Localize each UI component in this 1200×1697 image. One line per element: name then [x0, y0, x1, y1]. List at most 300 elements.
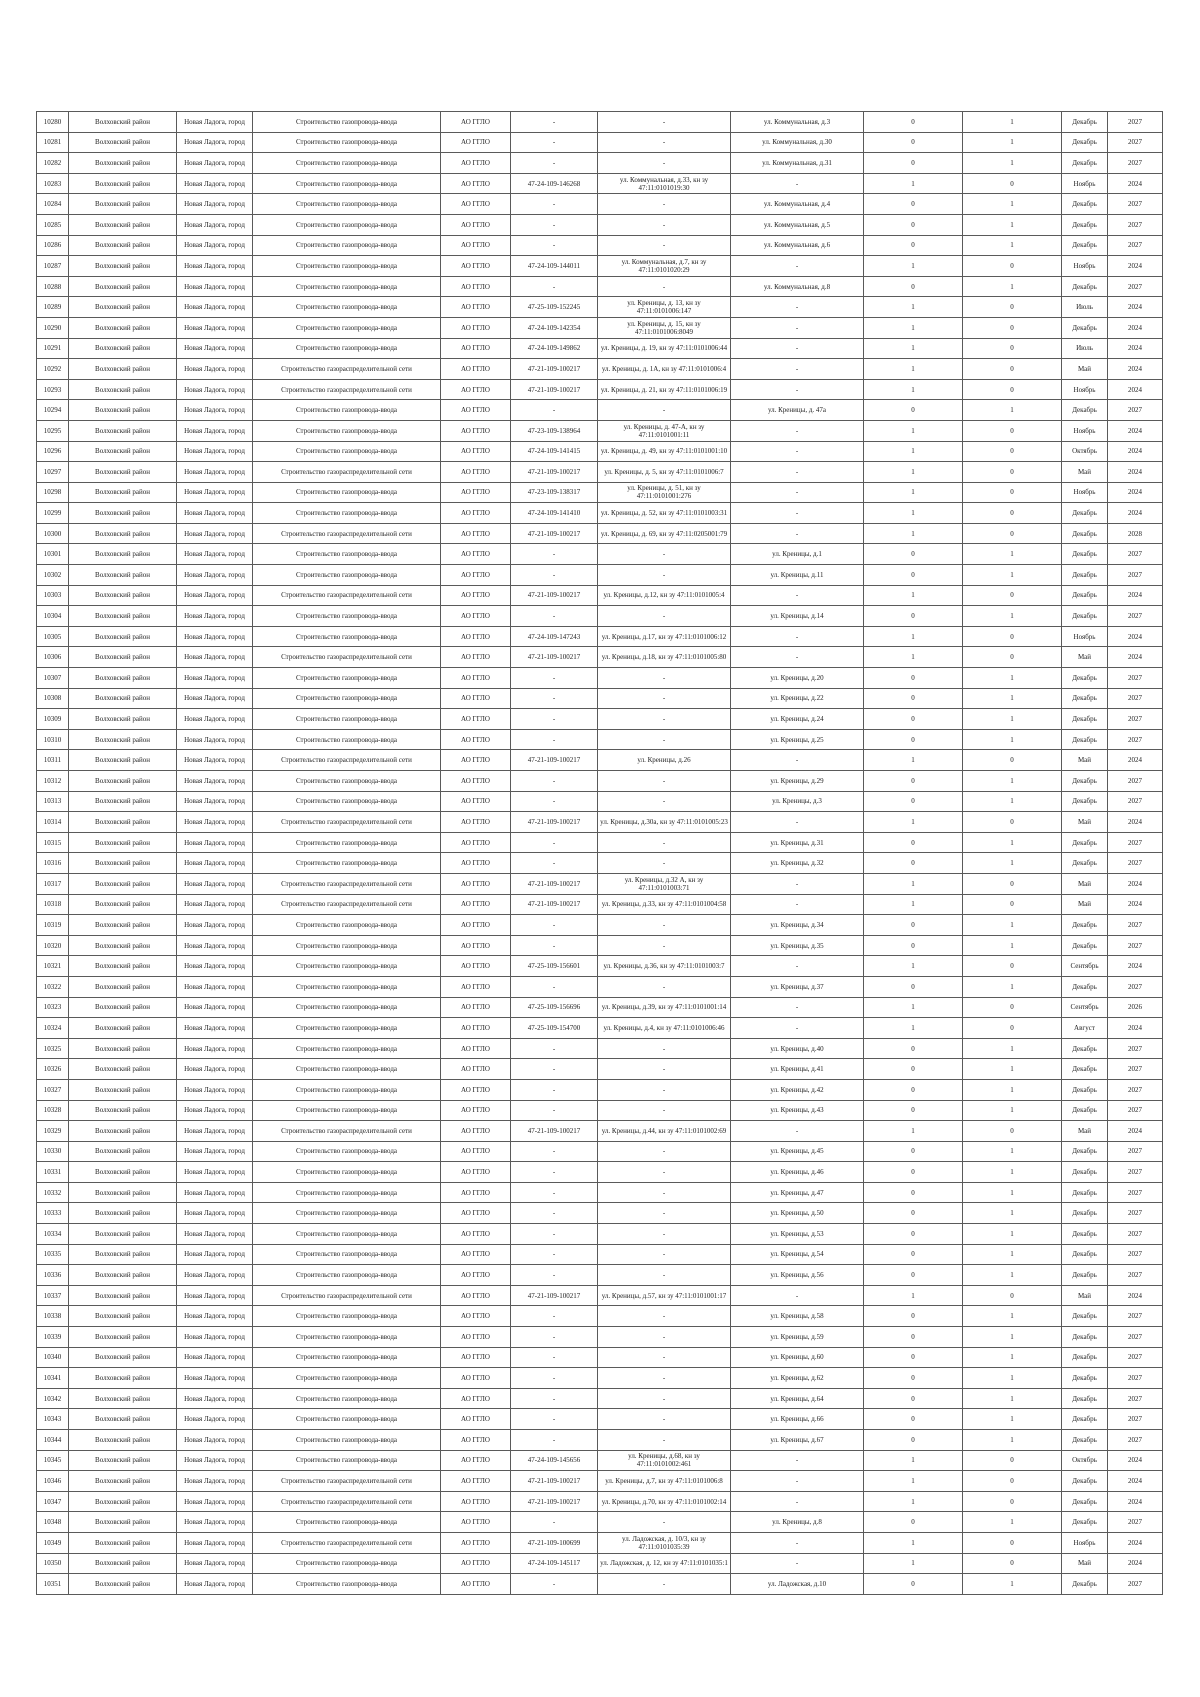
cell-row-number: 10319 [37, 915, 69, 936]
cell-address: - [731, 462, 864, 483]
table-row [37, 420, 1163, 441]
cell-organization: АО ГГЛО [441, 420, 511, 441]
cell-application-number: 47-21-109-100217 [511, 750, 598, 771]
cell-year: 2027 [1108, 1244, 1163, 1265]
cell-year: 2027 [1108, 1182, 1163, 1203]
cell-organization: АО ГГЛО [441, 709, 511, 730]
cell-row-number: 10305 [37, 626, 69, 647]
cell-count-b: 0 [963, 1450, 1062, 1471]
cell-district: Волховский район [69, 709, 177, 730]
cell-organization: АО ГГЛО [441, 214, 511, 235]
cell-work-type: Строительство газопровода-ввода [253, 132, 441, 153]
cell-count-a: 0 [864, 915, 963, 936]
cell-district: Волховский район [69, 626, 177, 647]
cell-year: 2024 [1108, 297, 1163, 318]
cell-organization: АО ГГЛО [441, 1079, 511, 1100]
cell-count-b: 1 [963, 729, 1062, 750]
cell-address: - [731, 585, 864, 606]
cell-year: 2027 [1108, 1574, 1163, 1595]
cell-address: ул. Креницы, д.29 [731, 771, 864, 792]
cell-district: Волховский район [69, 1141, 177, 1162]
cell-year: 2027 [1108, 668, 1163, 689]
cell-cadastral-address: ул. Креницы, д. 52, кн зу 47:11:0101003:31 [598, 503, 731, 524]
cell-settlement: Новая Ладога, город [177, 132, 253, 153]
cell-month: Декабрь [1062, 1100, 1108, 1121]
cell-month: Декабрь [1062, 1141, 1108, 1162]
cell-organization: АО ГГЛО [441, 647, 511, 668]
table-row [37, 771, 1163, 792]
cell-year: 2027 [1108, 1388, 1163, 1409]
cell-application-number: - [511, 1574, 598, 1595]
cell-month: Май [1062, 359, 1108, 380]
cell-cadastral-address: - [598, 1409, 731, 1430]
cell-count-b: 1 [963, 153, 1062, 174]
cell-organization: АО ГГЛО [441, 1059, 511, 1080]
cell-year: 2027 [1108, 1079, 1163, 1100]
cell-address: ул. Креницы, д.53 [731, 1224, 864, 1245]
cell-organization: АО ГГЛО [441, 297, 511, 318]
cell-cadastral-address: - [598, 400, 731, 421]
cell-cadastral-address: - [598, 606, 731, 627]
cell-application-number: - [511, 1327, 598, 1348]
cell-settlement: Новая Ладога, город [177, 1471, 253, 1492]
cell-year: 2027 [1108, 1512, 1163, 1533]
cell-address: ул. Креницы, д.34 [731, 915, 864, 936]
cell-year: 2024 [1108, 1532, 1163, 1553]
cell-address: ул. Креницы, д.3 [731, 791, 864, 812]
cell-count-a: 0 [864, 791, 963, 812]
cell-address: ул. Креницы, д.56 [731, 1265, 864, 1286]
cell-address: ул. Ладожская, д.10 [731, 1574, 864, 1595]
cell-organization: АО ГГЛО [441, 1285, 511, 1306]
table-row [37, 1450, 1163, 1471]
cell-row-number: 10343 [37, 1409, 69, 1430]
cell-work-type: Строительство газопровода-ввода [253, 565, 441, 586]
cell-year: 2027 [1108, 1162, 1163, 1183]
cell-cadastral-address: ул. Креницы, д.68, кн зу 47:11:0101002:461 [598, 1450, 731, 1471]
cell-district: Волховский район [69, 1121, 177, 1142]
cell-cadastral-address: - [598, 1574, 731, 1595]
cell-count-a: 1 [864, 750, 963, 771]
cell-work-type: Строительство газопровода-ввода [253, 1388, 441, 1409]
cell-row-number: 10339 [37, 1327, 69, 1348]
cell-application-number: - [511, 1306, 598, 1327]
cell-row-number: 10333 [37, 1203, 69, 1224]
cell-organization: АО ГГЛО [441, 1450, 511, 1471]
cell-count-b: 1 [963, 1306, 1062, 1327]
cell-row-number: 10297 [37, 462, 69, 483]
cell-organization: АО ГГЛО [441, 832, 511, 853]
document-page [36, 111, 1162, 1595]
cell-settlement: Новая Ладога, город [177, 1162, 253, 1183]
cell-count-a: 1 [864, 812, 963, 833]
table-row [37, 1182, 1163, 1203]
cell-application-number: 47-24-109-147243 [511, 626, 598, 647]
cell-row-number: 10329 [37, 1121, 69, 1142]
cell-district: Волховский район [69, 729, 177, 750]
cell-cadastral-address: ул. Креницы, д.12, кн зу 47:11:0101005:4 [598, 585, 731, 606]
cell-month: Сентябрь [1062, 956, 1108, 977]
cell-year: 2024 [1108, 750, 1163, 771]
cell-count-b: 0 [963, 297, 1062, 318]
cell-month: Декабрь [1062, 400, 1108, 421]
cell-organization: АО ГГЛО [441, 173, 511, 194]
cell-address: - [731, 173, 864, 194]
cell-district: Волховский район [69, 1347, 177, 1368]
table-row [37, 565, 1163, 586]
cell-row-number: 10338 [37, 1306, 69, 1327]
cell-month: Май [1062, 647, 1108, 668]
cell-cadastral-address: ул. Креницы, д.4, кн зу 47:11:0101006:46 [598, 1018, 731, 1039]
cell-application-number: 47-24-109-145656 [511, 1450, 598, 1471]
cell-row-number: 10307 [37, 668, 69, 689]
cell-month: Декабрь [1062, 1471, 1108, 1492]
cell-count-b: 0 [963, 894, 1062, 915]
cell-organization: АО ГГЛО [441, 153, 511, 174]
cell-count-a: 0 [864, 832, 963, 853]
cell-row-number: 10289 [37, 297, 69, 318]
cell-row-number: 10284 [37, 194, 69, 215]
cell-row-number: 10325 [37, 1038, 69, 1059]
cell-row-number: 10316 [37, 853, 69, 874]
cell-row-number: 10308 [37, 688, 69, 709]
table-row [37, 997, 1163, 1018]
cell-address: ул. Креницы, д.20 [731, 668, 864, 689]
cell-row-number: 10326 [37, 1059, 69, 1080]
cell-organization: АО ГГЛО [441, 132, 511, 153]
cell-year: 2027 [1108, 132, 1163, 153]
cell-count-b: 0 [963, 750, 1062, 771]
cell-district: Волховский район [69, 1265, 177, 1286]
cell-work-type: Строительство газопровода-ввода [253, 771, 441, 792]
cell-count-a: 1 [864, 420, 963, 441]
cell-month: Ноябрь [1062, 173, 1108, 194]
cell-month: Декабрь [1062, 317, 1108, 338]
cell-address: ул. Коммунальная, д.8 [731, 276, 864, 297]
cell-year: 2027 [1108, 791, 1163, 812]
cell-cadastral-address: ул. Креницы, д.36, кн зу 47:11:0101003:7 [598, 956, 731, 977]
cell-count-a: 1 [864, 997, 963, 1018]
cell-cadastral-address: - [598, 1512, 731, 1533]
cell-count-a: 0 [864, 214, 963, 235]
cell-year: 2024 [1108, 1553, 1163, 1574]
cell-address: - [731, 256, 864, 277]
cell-application-number: - [511, 565, 598, 586]
cell-settlement: Новая Ладога, город [177, 1574, 253, 1595]
table-row [37, 214, 1163, 235]
cell-month: Май [1062, 873, 1108, 894]
cell-work-type: Строительство газораспределительной сети [253, 1491, 441, 1512]
cell-row-number: 10294 [37, 400, 69, 421]
cell-work-type: Строительство газораспределительной сети [253, 812, 441, 833]
cell-count-b: 0 [963, 1285, 1062, 1306]
cell-address: - [731, 812, 864, 833]
cell-district: Волховский район [69, 1388, 177, 1409]
cell-organization: АО ГГЛО [441, 1512, 511, 1533]
cell-work-type: Строительство газопровода-ввода [253, 1265, 441, 1286]
cell-year: 2024 [1108, 894, 1163, 915]
table-row [37, 379, 1163, 400]
cell-cadastral-address: ул. Креницы, д.30а, кн зу 47:11:0101005:23 [598, 812, 731, 833]
cell-count-a: 1 [864, 1450, 963, 1471]
cell-application-number: - [511, 544, 598, 565]
cell-month: Декабрь [1062, 1491, 1108, 1512]
cell-work-type: Строительство газопровода-ввода [253, 1306, 441, 1327]
cell-settlement: Новая Ладога, город [177, 420, 253, 441]
cell-count-b: 1 [963, 1162, 1062, 1183]
cell-year: 2027 [1108, 214, 1163, 235]
cell-row-number: 10341 [37, 1368, 69, 1389]
cell-application-number: - [511, 1141, 598, 1162]
cell-settlement: Новая Ладога, город [177, 112, 253, 133]
cell-organization: АО ГГЛО [441, 1265, 511, 1286]
cell-row-number: 10287 [37, 256, 69, 277]
cell-work-type: Строительство газопровода-ввода [253, 1224, 441, 1245]
cell-row-number: 10318 [37, 894, 69, 915]
cell-district: Волховский район [69, 1079, 177, 1100]
cell-count-b: 1 [963, 565, 1062, 586]
cell-work-type: Строительство газопровода-ввода [253, 1409, 441, 1430]
table-row [37, 915, 1163, 936]
cell-count-b: 0 [963, 1491, 1062, 1512]
cell-work-type: Строительство газораспределительной сети [253, 1285, 441, 1306]
cell-count-b: 1 [963, 915, 1062, 936]
cell-year: 2027 [1108, 1306, 1163, 1327]
cell-row-number: 10350 [37, 1553, 69, 1574]
cell-count-b: 0 [963, 338, 1062, 359]
cell-row-number: 10335 [37, 1244, 69, 1265]
cell-year: 2027 [1108, 1038, 1163, 1059]
cell-month: Декабрь [1062, 1038, 1108, 1059]
cell-settlement: Новая Ладога, город [177, 194, 253, 215]
cell-district: Волховский район [69, 1285, 177, 1306]
cell-settlement: Новая Ладога, город [177, 1512, 253, 1533]
cell-month: Май [1062, 812, 1108, 833]
cell-district: Волховский район [69, 1368, 177, 1389]
cell-district: Волховский район [69, 194, 177, 215]
cell-count-a: 1 [864, 1121, 963, 1142]
cell-row-number: 10348 [37, 1512, 69, 1533]
cell-year: 2024 [1108, 462, 1163, 483]
cell-month: Декабрь [1062, 729, 1108, 750]
table-row [37, 153, 1163, 174]
cell-month: Декабрь [1062, 1265, 1108, 1286]
cell-settlement: Новая Ладога, город [177, 317, 253, 338]
cell-count-b: 1 [963, 791, 1062, 812]
cell-row-number: 10301 [37, 544, 69, 565]
cell-address: - [731, 1450, 864, 1471]
cell-work-type: Строительство газопровода-ввода [253, 153, 441, 174]
cell-work-type: Строительство газопровода-ввода [253, 935, 441, 956]
cell-work-type: Строительство газопровода-ввода [253, 400, 441, 421]
cell-count-a: 1 [864, 873, 963, 894]
cell-year: 2027 [1108, 606, 1163, 627]
cell-cadastral-address: - [598, 565, 731, 586]
cell-settlement: Новая Ладога, город [177, 482, 253, 503]
cell-count-a: 1 [864, 462, 963, 483]
cell-cadastral-address: - [598, 1306, 731, 1327]
cell-work-type: Строительство газопровода-ввода [253, 956, 441, 977]
cell-organization: АО ГГЛО [441, 317, 511, 338]
cell-address: - [731, 626, 864, 647]
cell-year: 2027 [1108, 915, 1163, 936]
cell-organization: АО ГГЛО [441, 750, 511, 771]
table-row [37, 729, 1163, 750]
cell-district: Волховский район [69, 1224, 177, 1245]
cell-address: - [731, 420, 864, 441]
cell-count-b: 1 [963, 853, 1062, 874]
cell-cadastral-address: ул. Ладожская, д. 10/3, кн зу 47:11:0101035:39 [598, 1532, 731, 1553]
cell-month: Декабрь [1062, 1327, 1108, 1348]
cell-settlement: Новая Ладога, город [177, 503, 253, 524]
cell-count-b: 0 [963, 482, 1062, 503]
cell-count-a: 1 [864, 1532, 963, 1553]
cell-settlement: Новая Ладога, город [177, 1306, 253, 1327]
cell-district: Волховский район [69, 1553, 177, 1574]
cell-application-number: - [511, 1512, 598, 1533]
cell-settlement: Новая Ладога, город [177, 688, 253, 709]
cell-count-a: 1 [864, 297, 963, 318]
cell-row-number: 10298 [37, 482, 69, 503]
cell-cadastral-address: ул. Коммунальная, д.33, кн зу 47:11:0101019:30 [598, 173, 731, 194]
cell-organization: АО ГГЛО [441, 1182, 511, 1203]
cell-address: - [731, 482, 864, 503]
cell-count-b: 0 [963, 441, 1062, 462]
cell-application-number: 47-21-109-100699 [511, 1532, 598, 1553]
cell-year: 2024 [1108, 503, 1163, 524]
cell-cadastral-address: - [598, 853, 731, 874]
cell-month: Май [1062, 750, 1108, 771]
cell-cadastral-address: - [598, 1141, 731, 1162]
cell-application-number: - [511, 194, 598, 215]
cell-count-a: 1 [864, 626, 963, 647]
cell-application-number: 47-21-109-100217 [511, 359, 598, 380]
cell-cadastral-address: - [598, 791, 731, 812]
cell-organization: АО ГГЛО [441, 565, 511, 586]
cell-district: Волховский район [69, 1018, 177, 1039]
cell-month: Декабрь [1062, 1059, 1108, 1080]
table-row [37, 1121, 1163, 1142]
cell-district: Волховский район [69, 1327, 177, 1348]
cell-district: Волховский район [69, 997, 177, 1018]
cell-month: Декабрь [1062, 832, 1108, 853]
cell-cadastral-address: - [598, 544, 731, 565]
cell-month: Ноябрь [1062, 256, 1108, 277]
cell-district: Волховский район [69, 214, 177, 235]
cell-application-number: 47-21-109-100217 [511, 585, 598, 606]
cell-count-a: 1 [864, 1491, 963, 1512]
cell-address: ул. Креницы, д.31 [731, 832, 864, 853]
table-row [37, 668, 1163, 689]
cell-district: Волховский район [69, 791, 177, 812]
table-row [37, 462, 1163, 483]
cell-count-a: 0 [864, 729, 963, 750]
cell-year: 2027 [1108, 688, 1163, 709]
cell-row-number: 10290 [37, 317, 69, 338]
cell-address: - [731, 297, 864, 318]
cell-organization: АО ГГЛО [441, 1038, 511, 1059]
cell-month: Декабрь [1062, 153, 1108, 174]
cell-count-a: 0 [864, 1244, 963, 1265]
cell-work-type: Строительство газопровода-ввода [253, 1079, 441, 1100]
cell-count-b: 1 [963, 1327, 1062, 1348]
table-row [37, 1224, 1163, 1245]
cell-organization: АО ГГЛО [441, 1491, 511, 1512]
cell-settlement: Новая Ладога, город [177, 359, 253, 380]
cell-cadastral-address: ул. Креницы, д. 5, кн зу 47:11:0101006:7 [598, 462, 731, 483]
cell-work-type: Строительство газораспределительной сети [253, 873, 441, 894]
cell-application-number: - [511, 153, 598, 174]
cell-district: Волховский район [69, 1532, 177, 1553]
cell-application-number: 47-24-109-141410 [511, 503, 598, 524]
cell-count-b: 1 [963, 832, 1062, 853]
cell-application-number: - [511, 915, 598, 936]
cell-district: Волховский район [69, 853, 177, 874]
cell-count-b: 1 [963, 1265, 1062, 1286]
table-row [37, 317, 1163, 338]
cell-year: 2027 [1108, 276, 1163, 297]
cell-settlement: Новая Ладога, город [177, 235, 253, 256]
cell-cadastral-address: - [598, 112, 731, 133]
table-row [37, 853, 1163, 874]
cell-address: - [731, 503, 864, 524]
cell-month: Декабрь [1062, 112, 1108, 133]
cell-work-type: Строительство газопровода-ввода [253, 997, 441, 1018]
cell-organization: АО ГГЛО [441, 482, 511, 503]
cell-cadastral-address: ул. Креницы, д.32 А, кн зу 47:11:0101003:71 [598, 873, 731, 894]
cell-organization: АО ГГЛО [441, 1409, 511, 1430]
cell-row-number: 10314 [37, 812, 69, 833]
table-row [37, 791, 1163, 812]
cell-year: 2027 [1108, 709, 1163, 730]
cell-year: 2027 [1108, 235, 1163, 256]
table-row [37, 606, 1163, 627]
cell-count-b: 1 [963, 194, 1062, 215]
cell-month: Декабрь [1062, 1224, 1108, 1245]
cell-count-b: 0 [963, 523, 1062, 544]
cell-cadastral-address: - [598, 1368, 731, 1389]
cell-month: Май [1062, 462, 1108, 483]
cell-count-a: 1 [864, 503, 963, 524]
cell-application-number: - [511, 606, 598, 627]
cell-count-a: 1 [864, 523, 963, 544]
cell-settlement: Новая Ладога, город [177, 709, 253, 730]
cell-row-number: 10317 [37, 873, 69, 894]
cell-settlement: Новая Ладога, город [177, 976, 253, 997]
cell-application-number: 47-25-109-156696 [511, 997, 598, 1018]
cell-organization: АО ГГЛО [441, 1532, 511, 1553]
cell-settlement: Новая Ладога, город [177, 1121, 253, 1142]
table-row [37, 688, 1163, 709]
cell-year: 2024 [1108, 956, 1163, 977]
cell-row-number: 10286 [37, 235, 69, 256]
cell-year: 2024 [1108, 482, 1163, 503]
cell-month: Декабрь [1062, 132, 1108, 153]
cell-district: Волховский район [69, 338, 177, 359]
cell-work-type: Строительство газопровода-ввода [253, 1141, 441, 1162]
cell-organization: АО ГГЛО [441, 1162, 511, 1183]
cell-district: Волховский район [69, 915, 177, 936]
cell-month: Декабрь [1062, 1306, 1108, 1327]
cell-month: Ноябрь [1062, 482, 1108, 503]
table-row [37, 235, 1163, 256]
cell-count-a: 0 [864, 1388, 963, 1409]
cell-count-b: 0 [963, 420, 1062, 441]
cell-work-type: Строительство газопровода-ввода [253, 338, 441, 359]
cell-district: Волховский район [69, 1038, 177, 1059]
cell-count-b: 0 [963, 359, 1062, 380]
cell-count-b: 0 [963, 256, 1062, 277]
